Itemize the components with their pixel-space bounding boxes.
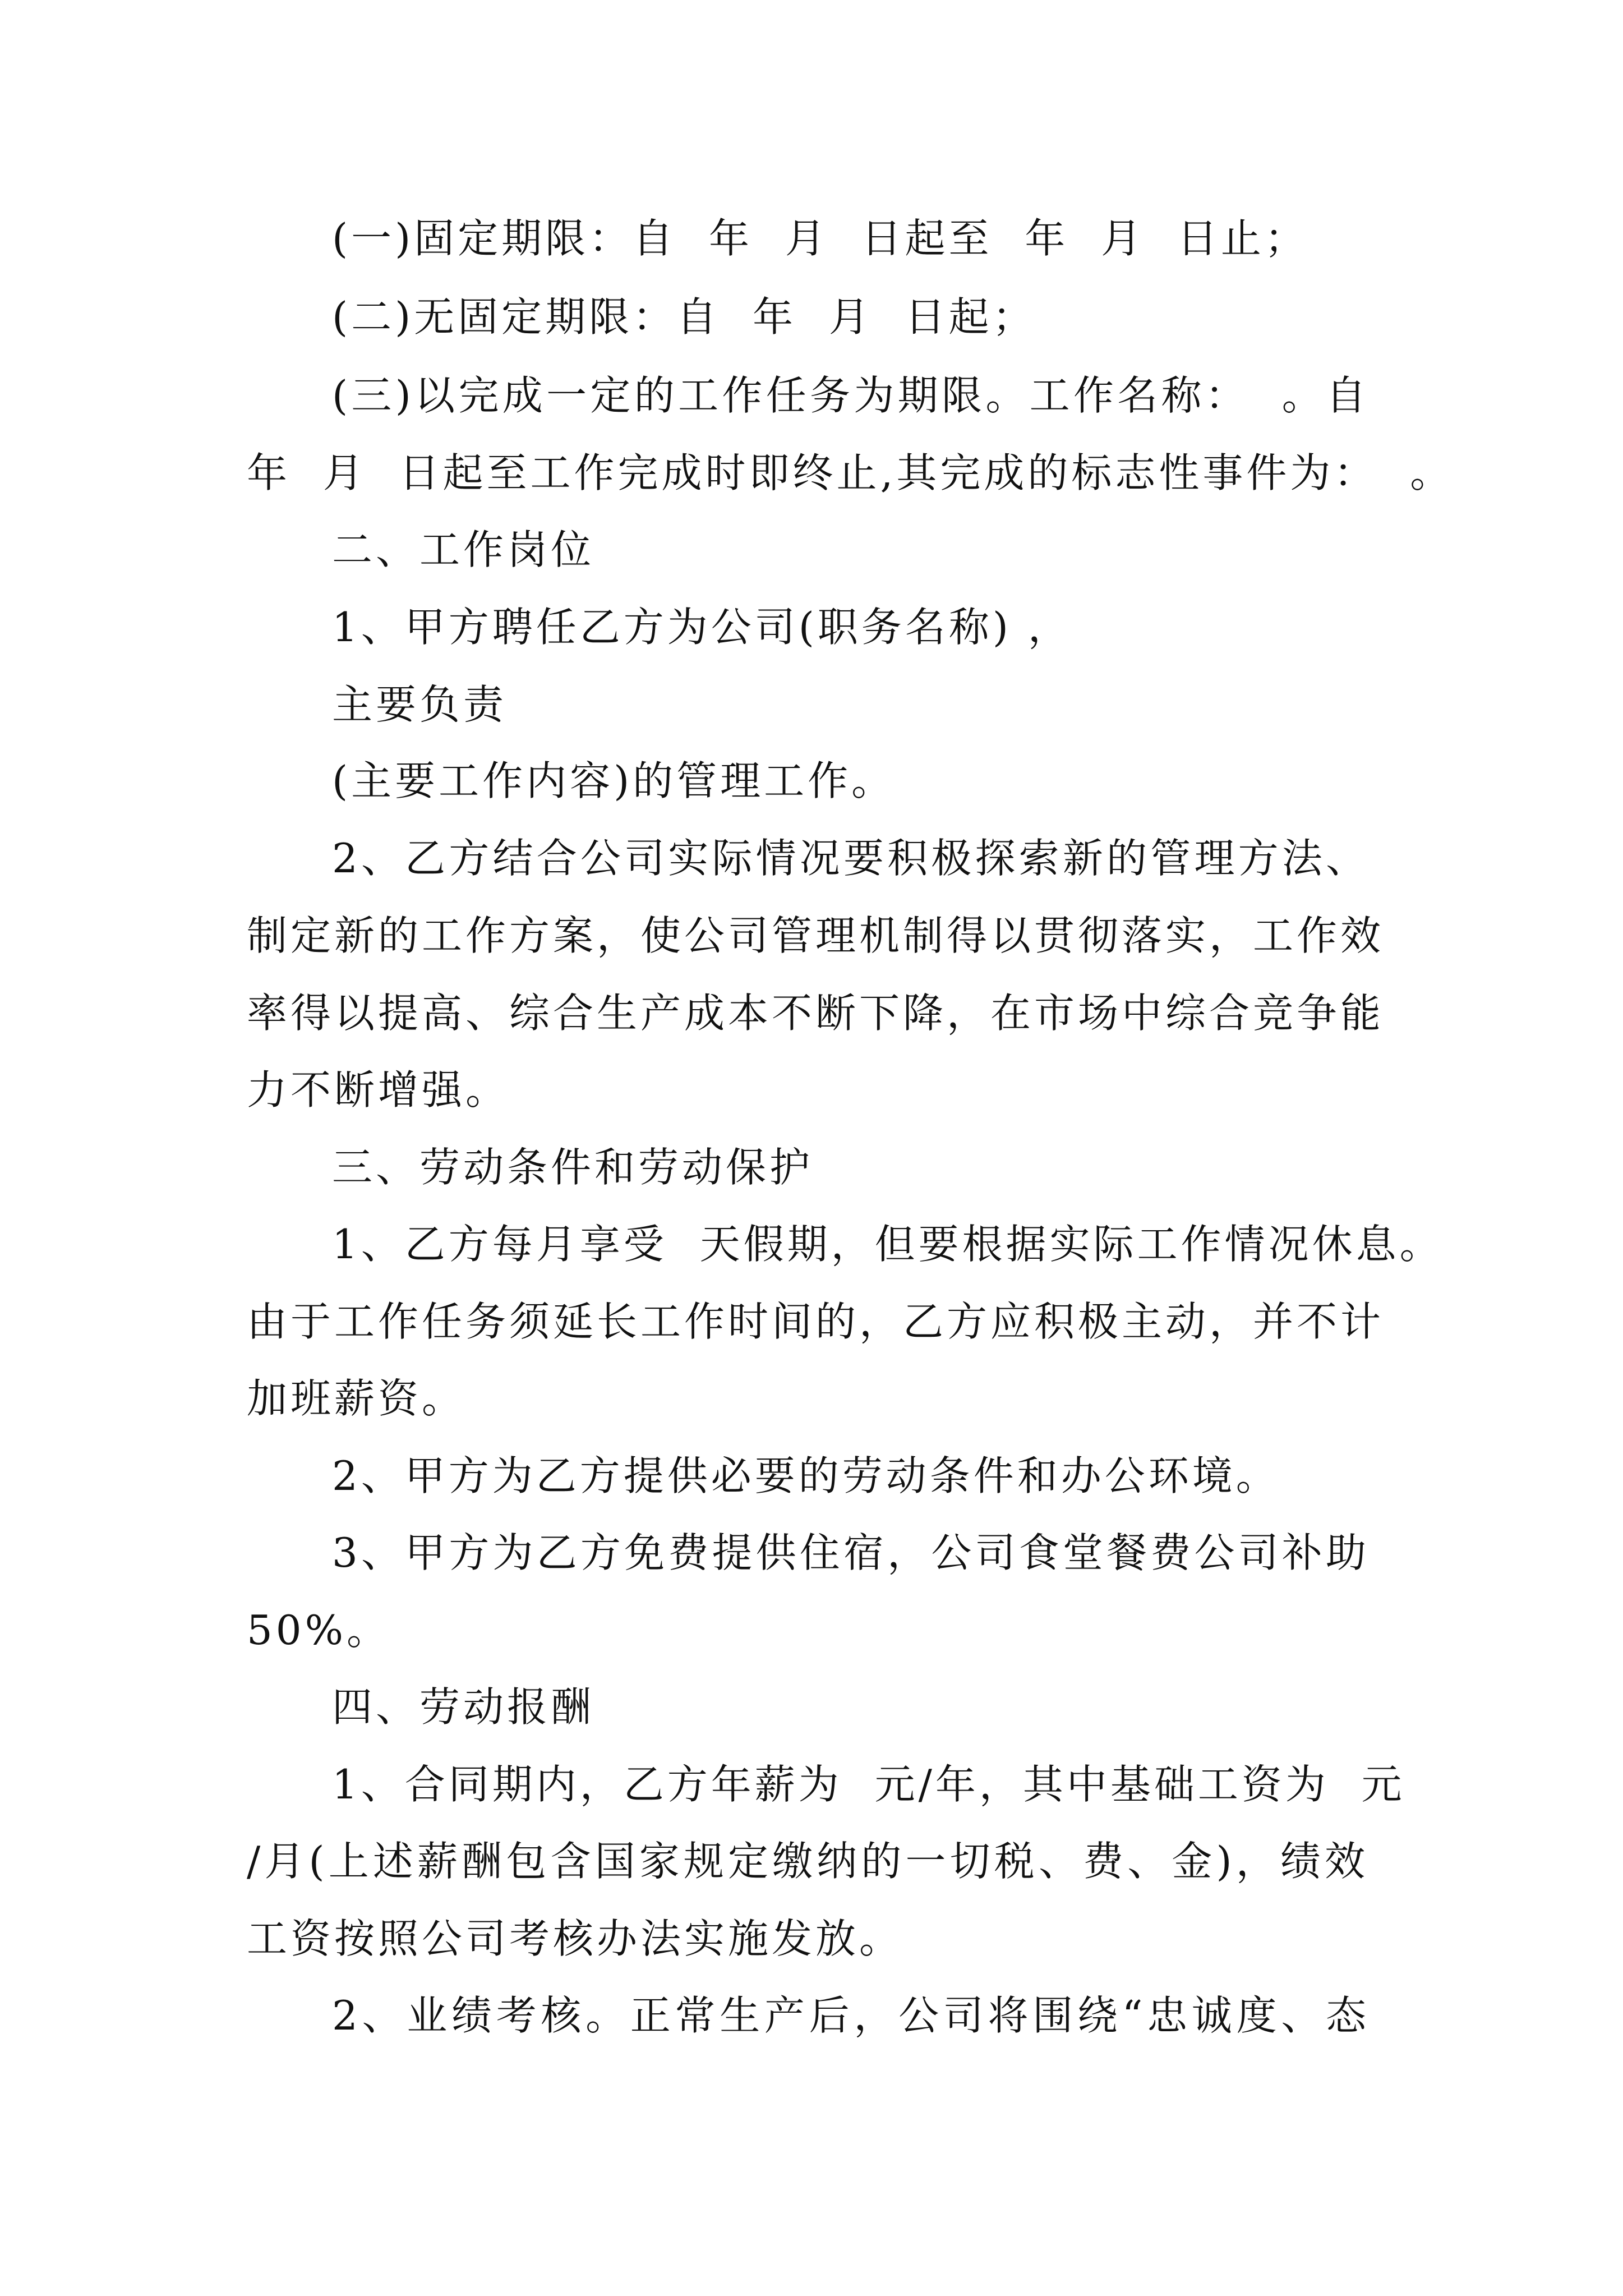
conditions-item-1-cont: 由于工作任务须延长工作时间的，乙方应积极主动，并不计 [247,1298,1385,1345]
term-open-ended: (二)无固定期限：自 年 月 日起； [332,293,1036,341]
term-fixed: (一)固定期限：自 年 月 日起至 年 月 日止； [332,215,1308,262]
position-item-2-cont3: 力不断增强。 [247,1066,510,1114]
conditions-item-3: 3、甲方为乙方免费提供住宿，公司食堂餐费公司补助 [332,1529,1370,1576]
term-task-based: (三)以完成一定的工作任务为期限。工作名称： 。自 [332,372,1370,419]
compensation-item-1-cont: /月(上述薪酬包含国家规定缴纳的一切税、费、金)，绩效 [247,1838,1368,1885]
conditions-item-1: 1、乙方每月享受 天假期，但要根据实际工作情况休息。 [332,1221,1444,1268]
position-item-1: 1、甲方聘任乙方为公司(职务名称) ， [332,604,1072,651]
conditions-item-3-cont: 50%。 [247,1607,391,1654]
position-item-1-cont2: (主要工作内容)的管理工作。 [332,757,896,804]
position-item-2: 2、乙方结合公司实际情况要积极探索新的管理方法、 [332,835,1370,882]
position-item-1-cont: 主要负责 [332,681,508,728]
position-item-2-cont: 制定新的工作方案，使公司管理机制得以贯彻落实，工作效 [247,912,1385,959]
compensation-item-1-cont2: 工资按照公司考核办法实施发放。 [247,1915,903,1962]
section-heading-conditions: 三、劳动条件和劳动保护 [332,1144,814,1191]
section-heading-compensation: 四、劳动报酬 [332,1683,595,1731]
position-item-2-cont2: 率得以提高、综合生产成本不断下降，在市场中综合竞争能 [247,990,1385,1037]
compensation-item-1: 1、合同期内，乙方年薪为 元/年，其中基础工资为 元 [332,1761,1405,1808]
compensation-item-2: 2、业绩考核。正常生产后，公司将围绕“忠诚度、态 [332,1992,1370,2039]
section-heading-position: 二、工作岗位 [332,526,595,573]
term-task-based-cont: 年 月 日起至工作完成时即终止,其完成的标志性事件为： 。 [247,449,1454,496]
conditions-item-2: 2、甲方为乙方提供必要的劳动条件和办公环境。 [332,1452,1280,1499]
conditions-item-1-cont2: 加班薪资。 [247,1375,466,1422]
